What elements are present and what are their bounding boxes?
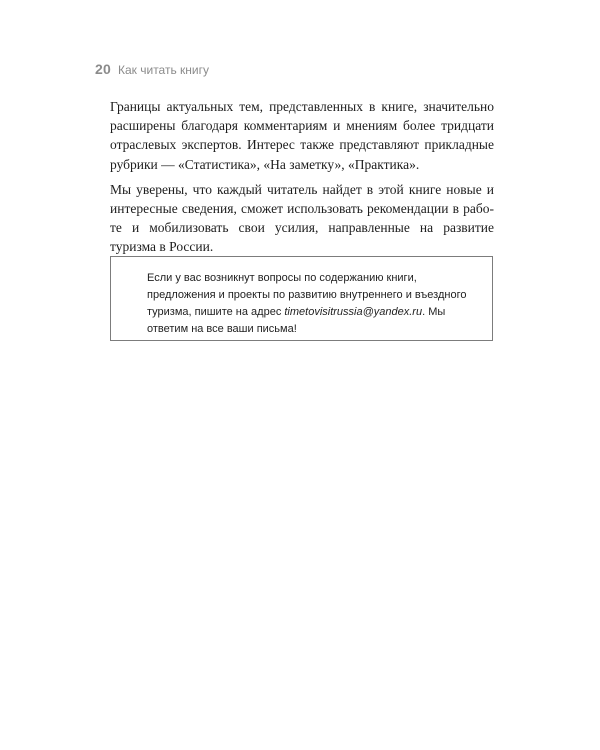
chapter-title: Как читать книгу	[117, 63, 209, 77]
page-number: 20	[95, 61, 111, 77]
callout-text-after-email: . Мы ответим на все ваши письма!	[147, 306, 446, 335]
callout-text-before-email: Если у вас возникнут вопросы по содержанию книги, предложения и проекты по развитию внутреннего и въездного туризма, пишите на адрес	[147, 272, 467, 318]
paragraph-2: Мы уверены, что каждый читатель найдет в этой книге новые и интересные сведения, сможет использовать рекомендации в работе и мобилизовать свои усилия, направленные на развитие туризма в России.	[110, 181, 494, 255]
body-text	[110, 97, 494, 263]
email-address: timetovisitrussia@yandex.ru	[284, 306, 423, 318]
contact-callout-box	[110, 256, 493, 341]
running-header	[95, 61, 209, 81]
paragraph-1: Границы актуальных тем, представленных в книге, значительно расширены благодаря комментариям и мнениям более тридцати отраслевых экспертов. Интерес также представляют прикладные рубрики — «Статистика», «На заметку», «Практика».	[110, 99, 494, 172]
